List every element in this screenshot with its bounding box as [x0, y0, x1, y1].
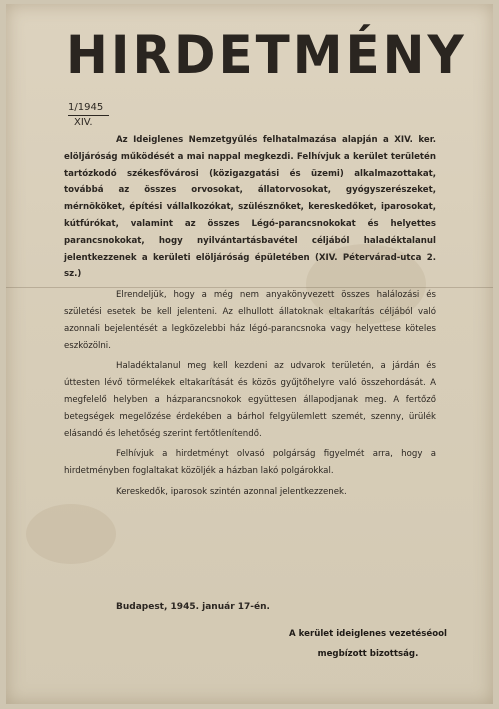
poster-title: HIRDETMÉNY	[66, 24, 467, 86]
paragraph-1: Az Ideiglenes Nemzetgyűlés felhatalmazása alapján a XIV. ker. elöljáróság működését a mai nappal megkezdi. Felhívjuk a kerület területén tartózkodó székesfővárosi (közigazgatási és üzemi) alkalmazottakat, továbbá az összes orvosokat, állatorvosokat, gyógyszerészeket, mérnököket, építési vállalkozókat, szülésznőket, kereskedőket, iparosokat, kútfúrókat, valamint az összes Légó-parancsnokokat és helyettes parancsnokokat, hogy nyilvántartásbavétel céljából haladéktalanul jelentkezzenek a kerületi elöljáróság épületében (XIV. Pétervárad-utca 2. sz.)	[64, 135, 436, 280]
paragraph-4: Felhívjuk a hirdetményt olvasó polgárság figyelmét arra, hogy a hirdetményben foglaltakat közöljék a házban lakó polgárokkal.	[64, 449, 436, 477]
reference-district: XIV.	[74, 117, 93, 128]
paragraph-5: Kereskedők, iparosok szintén azonnal jelentkezzenek.	[116, 486, 347, 497]
poster-sheet	[6, 4, 493, 704]
paragraph-3: Haladéktalanul meg kell kezdeni az udvarok területén, a járdán és úttesten lévő törmelékek eltakarítását és közös gyűjtőhelyre való összehordását. A megfelelő helyben a házparancsnokok együttesen állapodjanak meg. A fertőző betegségek megelőzése érdekében a bárhol felgyülemlett szemét, szenny, ürülék elásandó és lehetőség szerint fertőtlenítendő.	[64, 361, 436, 439]
reference-number	[68, 101, 109, 130]
signature-line-1: A kerület ideiglenes vezetéséool	[289, 629, 447, 639]
signature-line-2: megbízott bizottság.	[317, 649, 419, 659]
issue-date: Budapest, 1945. január 17-én.	[116, 602, 270, 612]
notice-body	[64, 132, 436, 505]
paper-stain	[26, 504, 116, 564]
reference-no: 1/1945	[68, 101, 109, 116]
paragraph-2: Elrendeljük, hogy a még nem anyakönyvezett összes halálozási és születési esetek be kell jelenteni. Az elhullott állatoknak eltakarítás céljából való azonnali bejelentését a legközelebbi ház légó-parancsnoka vagy helyettese köteles eszközölni.	[64, 290, 436, 351]
signature-block	[268, 624, 468, 664]
